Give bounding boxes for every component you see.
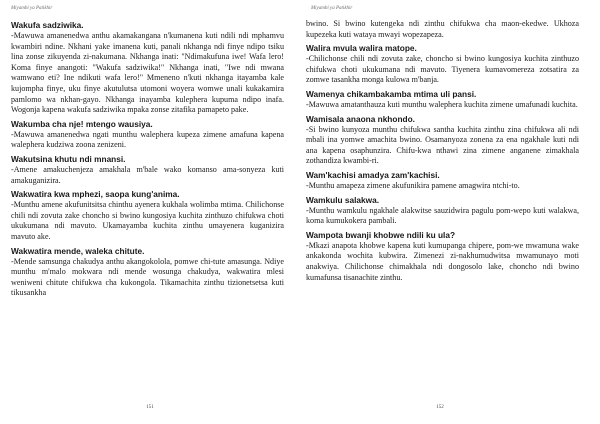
- proverb-explanation: -Mawuwa amanenedwa anthu akamakangana n'kumanena kuti ndili ndi mphamvu kwambiri ndine. Nkhani yake imanena kuti, panali nkhanga ndi finye ndipo tsiku lina zonse zikuyenda zi-nakumana. Nkhanga inati: "Ndimakufuna iwe! Wafa lero! Koma finye anangoti: "Wakufa sadziwika!" Nkhanga inati, "Iwe ndi mwana wamwano eti? Ine ndikuti wafa lero!" Mmeneno n'kuti nkhanga itayamba kale kujompha finye, uku finye akutulutsa utomoni woyera womwe unali kukakamira pamlomo wa nkhan-gayo. Nkhanga inayamba kulephera kupuma ndipo inafa. Wogonja kapena wakufa sadziwika mpaka zonse zitafika pamapeto pake.: [11, 31, 287, 115]
- proverb-heading: Wamisala anaona nkhondo.: [306, 113, 415, 124]
- right-page-body: [306, 19, 582, 285]
- proverb-explanation: -Si bwino kunyoza munthu chifukwa santha kuchita zinthu zina chifukwa ali ndi mbali ina yomwe amachita bwino. Osamanyoza zonena za ena ngakhale kuti ndi ana kapena osaphunzira. Chifu-kwa nthawi zina zimene anganene zimakhala zothandiza kwambi-ri.: [306, 124, 582, 166]
- proverb-heading: Wakutsina khutu ndi mnansi.: [11, 153, 126, 164]
- proverb-heading: Wamkulu salakwa.: [306, 194, 380, 205]
- running-head: Miyambi ya Patikhir: [311, 6, 353, 11]
- proverb-explanation: -Amene amakuchenjeza amakhala m'bale wako komanso ama-sonyeza kuti amakuganizira.: [11, 164, 287, 185]
- proverb-heading: Wamenya chikambakamba mtima uli pansi.: [306, 88, 477, 99]
- proverb-entry: [11, 153, 287, 186]
- proverb-entry: [306, 19, 582, 40]
- proverb-explanation: -Munthu amapeza zimene akufunikira pamene amagwira ntchi-to.: [306, 180, 520, 190]
- proverb-heading: Wakwatira mende, waleka chitute.: [11, 245, 145, 256]
- proverb-entry: [306, 194, 582, 227]
- left-page-body: [11, 19, 287, 301]
- proverb-explanation: -Mkazi anapota khobwe kapena kuti kumupanga chipere, pom-we mwamuna wake ankakonda wochita kubwira. Zimenezi zi-nakhumudwitsa mwamunayo moti anakwiya. Chilichonse chimakhala ndi dongosolo lake, choncho ndi bwino kumafunsa tisanachite zinthu.: [306, 240, 582, 282]
- proverb-explanation: -Munthu wamkulu ngakhale alakwitse sauzidwira pagulu pom-wepo kuti walakwa, koma kumukokera pambali.: [306, 205, 582, 226]
- page-number: 151: [146, 405, 154, 410]
- proverb-entry: [11, 19, 287, 116]
- proverb-heading: Wampota bwanji khobwe ndili ku ula?: [306, 229, 456, 240]
- proverb-heading: Walira mvula walira matope.: [306, 43, 417, 54]
- proverb-explanation: -Mawuwa amanenedwa ngati munthu walephera kupeza zimene amafuna kapena walephera kudziwa zoona zenizeni.: [11, 129, 287, 150]
- proverb-explanation: -Munthu amene akufunitsitsa chinthu ayenera kukhala wolimba mtima. Chilichonse chili ndi zovuta zake choncho si bwino kungosiya kuchita zinthuzo chifukwa choti ukukumana ndi mavuto. Ukamayamba kuchita zinthu umayenera kuganizira mavuto ake.: [11, 200, 287, 241]
- proverb-explanation: -Chilichonse chili ndi zovuta zake, choncho si bwino kungosiya kuchita zinthuzo chifukwa choti ukukumana ndi mavuto. Tiyenera kumavomereza zotsatira za zomwe tasankha monga kulowa m'banja.: [306, 54, 582, 85]
- running-head: Miyambi ya Patikhir: [11, 6, 53, 11]
- proverb-entry: [11, 245, 287, 299]
- proverb-heading: Wakwatira kwa mphezi, saopa kung'anima.: [11, 189, 180, 200]
- proverb-heading: Wam'kachisi amadya zam'kachisi.: [306, 169, 440, 180]
- proverb-heading: Wakumba cha nje! mtengo wausiya.: [11, 118, 153, 129]
- proverb-entry: [306, 88, 579, 111]
- proverb-entry: [11, 118, 287, 151]
- proverb-entry: [306, 169, 579, 192]
- page-number: 152: [436, 405, 444, 410]
- right-page: [300, 0, 600, 424]
- proverb-entry: [306, 42, 582, 86]
- proverb-explanation: -Mende samsunga chakudya anthu akangokolola, pomwe chi-tute amasunga. Ndiye munthu m'malo mokwara ndi mende wosunga chakudya, wakwatira mlesi weniweni chitute chifukwa cha kukongola. Tikamachita zinthu tizionetsetsa kuti tikusankha: [11, 256, 287, 298]
- proverb-heading: Wakufa sadziwika.: [11, 20, 84, 30]
- proverb-entry: [11, 188, 287, 242]
- proverb-entry: [306, 229, 582, 283]
- proverb-explanation: -Mawuwa amatanthauza kuti munthu walephera kuchita zimene umafunadi kuchita.: [306, 99, 578, 109]
- proverb-entry: [306, 113, 582, 167]
- proverb-explanation: bwino. Si bwino kutengeka ndi zinthu chifukwa cha maon-ekedwe. Ukhoza kupezeka kuti wataya mwayi wopezapeza.: [306, 19, 582, 39]
